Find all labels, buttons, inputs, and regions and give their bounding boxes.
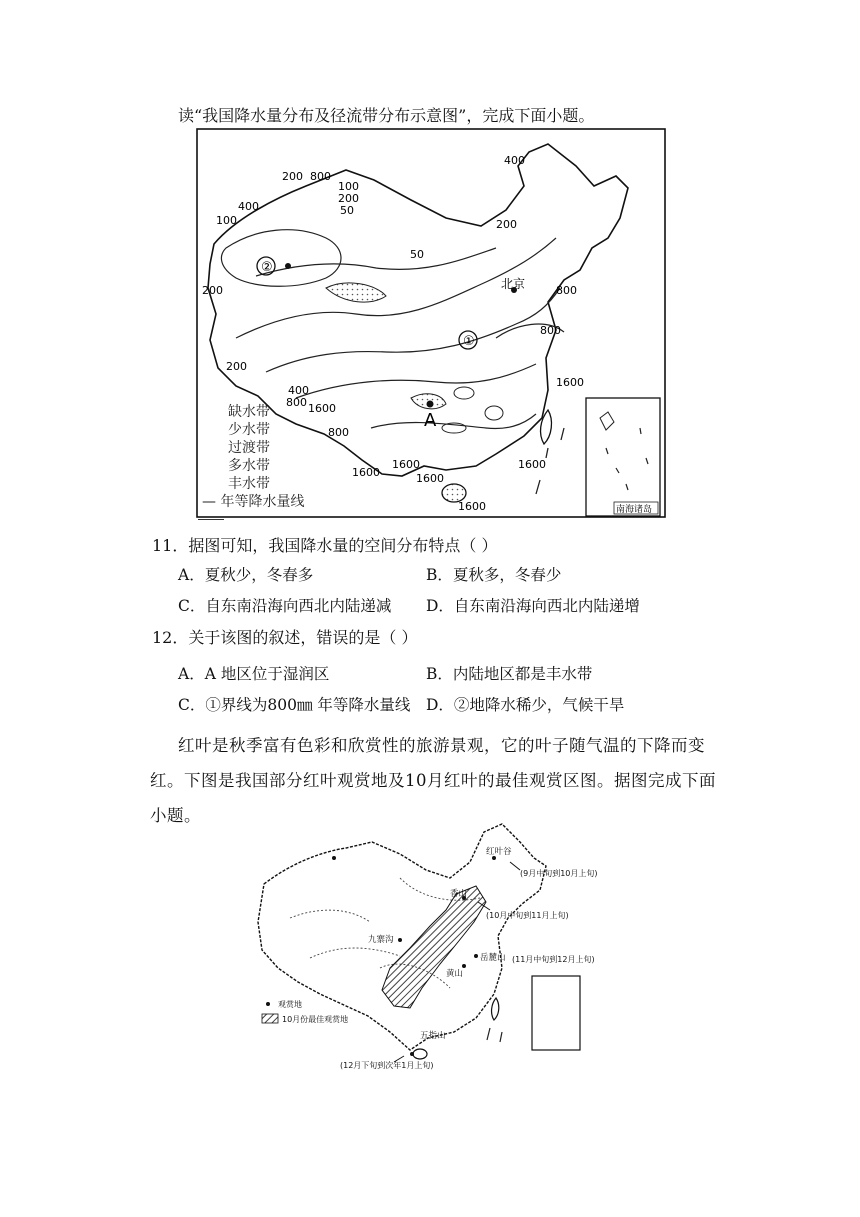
south-china-sea-inset [586,398,660,516]
svg-text:(12月下旬到次年1月上旬): (12月下旬到次年1月上旬) [340,1061,434,1070]
svg-text:10月份最佳观赏地: 10月份最佳观赏地 [282,1015,349,1024]
svg-text:1600: 1600 [352,466,380,479]
q11-stem: 11．据图可知，我国降水量的空间分布特点（ ） [152,536,498,555]
label-circle1: ① [463,334,475,349]
q11-option-c[interactable]: C．自东南沿海向西北内陆递减 [178,597,392,615]
svg-text:(10月中旬到11月上旬): (10月中旬到11月上旬) [486,911,569,920]
best-viewing-zone-october [382,886,486,1008]
svg-text:50: 50 [410,248,424,261]
svg-text:多水带: 多水带 [228,458,270,474]
svg-text:九寨沟: 九寨沟 [368,935,394,945]
svg-text:五指山: 五指山 [420,1031,446,1041]
svg-text:— 年等降水量线: — 年等降水量线 [202,494,305,510]
q12-option-c[interactable]: C．①界线为800㎜ 年等降水量线 [178,696,411,714]
svg-text:200: 200 [226,360,247,373]
svg-text:岳麓山: 岳麓山 [480,953,506,963]
svg-text:800: 800 [310,170,331,183]
svg-text:1600: 1600 [458,500,486,513]
q11-option-d[interactable]: D．自东南沿海向西北内陆递增 [426,597,640,615]
q12-option-b[interactable]: B．内陆地区都是丰水带 [426,665,593,683]
svg-text:800: 800 [328,426,349,439]
svg-text:200: 200 [282,170,303,183]
label-beijing: 北京 [501,277,526,291]
para-line-2: 红。下图是我国部分红叶观赏地及10月红叶的最佳观赏区图。据图完成下面 [150,771,716,790]
precipitation-map [196,128,666,520]
svg-text:200: 200 [496,218,517,231]
intro-text: 读“我国降水量分布及径流带分布示意图”，完成下面小题。 [178,106,595,125]
svg-text:800: 800 [556,284,577,297]
svg-text:100: 100 [216,214,237,227]
svg-text:1600: 1600 [308,402,336,415]
svg-text:100: 100 [338,180,359,193]
svg-text:丰水带: 丰水带 [228,476,270,492]
inset-box-2 [532,976,580,1050]
svg-text:1600: 1600 [416,472,444,485]
svg-text:200: 200 [202,284,223,297]
svg-text:400: 400 [288,384,309,397]
inset-label: 南海诸岛 [616,505,653,515]
svg-text:800: 800 [286,396,307,409]
svg-text:(9月中旬到10月上旬): (9月中旬到10月上旬) [520,869,598,878]
label-circle2: ② [261,260,273,275]
svg-text:50: 50 [340,204,354,217]
svg-text:缺水带: 缺水带 [228,404,270,420]
q11-option-a[interactable]: A．夏秋少，冬春多 [178,566,314,584]
label-point-a: A [424,410,437,431]
svg-text:1600: 1600 [392,458,420,471]
svg-text:观赏地: 观赏地 [278,1000,302,1009]
svg-text:1600: 1600 [556,376,584,389]
svg-text:1600: 1600 [518,458,546,471]
q12-option-a[interactable]: A．A 地区位于湿润区 [178,665,330,683]
q11-option-b[interactable]: B．夏秋多，冬春少 [426,566,562,584]
svg-text:过渡带: 过渡带 [228,440,270,456]
svg-text:400: 400 [504,154,525,167]
svg-text:(11月中旬到12月上旬): (11月中旬到12月上旬) [512,955,595,964]
svg-text:少水带: 少水带 [228,422,270,438]
svg-text:200: 200 [338,192,359,205]
svg-text:800: 800 [540,324,561,337]
svg-text:400: 400 [238,200,259,213]
red-leaf-map [250,818,600,1070]
svg-text:红叶谷: 红叶谷 [486,847,512,857]
q12-stem: 12．关于该图的叙述，错误的是（ ） [152,628,418,647]
svg-text:黄山: 黄山 [446,969,464,979]
para-line-1: 红叶是秋季富有色彩和欣赏性的旅游景观，它的叶子随气温的下降而变 [178,736,705,755]
para-line-3: 小题。 [150,806,201,825]
q12-option-d[interactable]: D．②地降水稀少，气候干旱 [426,696,625,714]
svg-text:香山: 香山 [450,889,468,899]
map2-legend [262,999,348,1024]
